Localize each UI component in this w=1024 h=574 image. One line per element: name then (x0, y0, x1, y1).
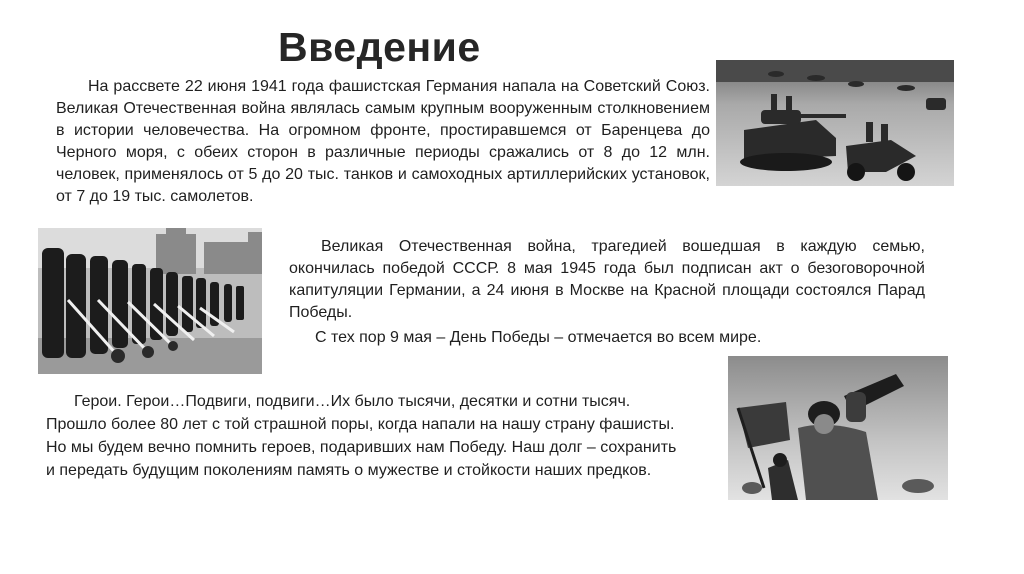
intro-paragraph: На рассвете 22 июня 1941 года фашистская Германия напала на Советский Союз. Великая Отечественная война являлась самым крупным вооруженным столкновением в истории человечества. На огромном фронте, простиравшемся от Баренцева до Черного моря, с обеих сторон в различные периоды сражались от 8 до 12 млн. человек, применялось от 5 до 20 тыс. танков и самоходных артиллерийских установок, от 7 до 19 тыс. самолетов. (56, 78, 710, 205)
slide-title: Введение (278, 24, 481, 70)
victory-paragraph: Великая Отечественная война, трагедией вошедшая в каждую семью, окончилась победой СССР. 8 мая 1945 года был подписан акт о безоговорочной капитуляции Германии, а 24 июня в Москве на Красной площади состоялся Парад Победы. (289, 238, 925, 321)
tanks-photo (716, 60, 954, 186)
parade-photo (38, 228, 262, 374)
soldiers-photo (728, 356, 948, 500)
victory-day-line: С тех пор 9 мая – День Победы – отмечается во всем мире. (315, 329, 762, 346)
heroes-paragraph: Герои. Герои…Подвиги, подвиги…Их было тысячи, десятки и сотни тысяч. Прошло более 80 лет с той страшной поры, когда напали на нашу страну фашисты. Но мы будем вечно помнить героев, подаривших нам Победу. Наш долг – сохранить и передать будущим поколениям память о мужестве и стойкости наших предков. (46, 393, 677, 479)
